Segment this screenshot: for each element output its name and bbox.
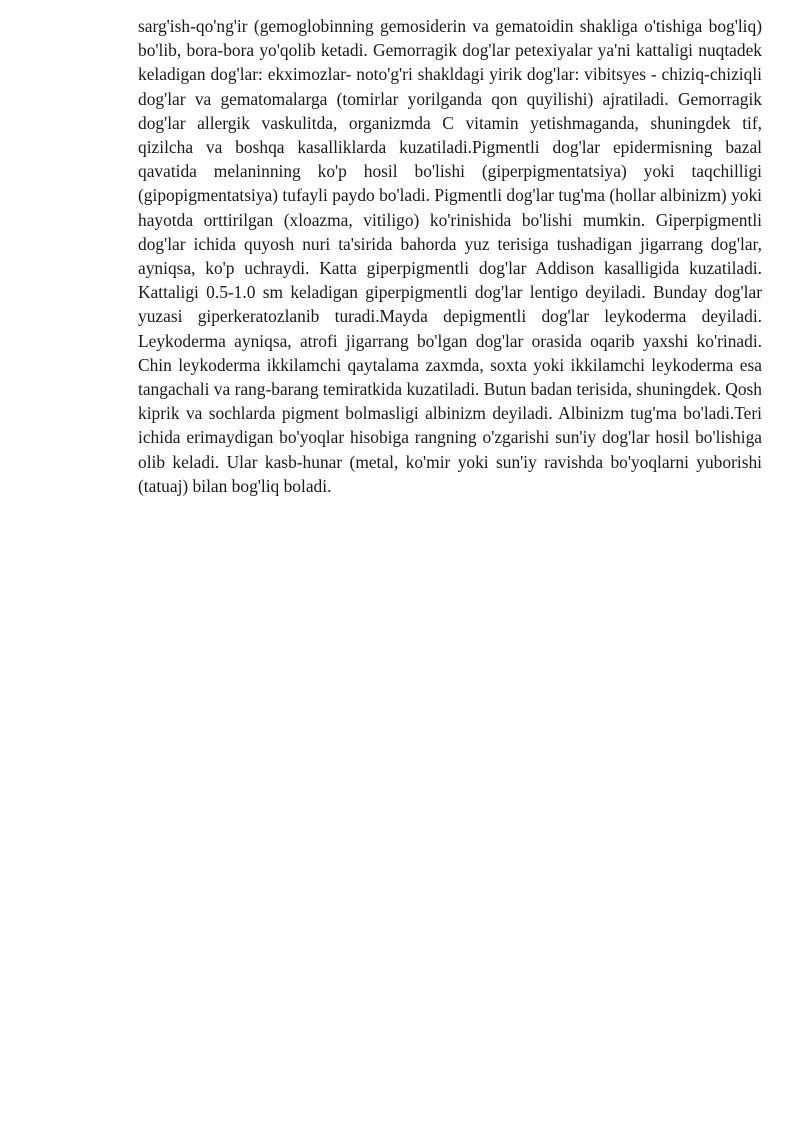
body-paragraph: sarg'ish-qo'ng'ir (gemoglobinning gemosiderin va gematoidin shakliga o'tishiga bog'liq) bo'lib, bora-bora yo'qolib ketadi. Gemorragik dog'lar petexiyalar ya'ni kattaligi nuqtadek keladigan dog'lar: ekximozlar- noto'g'ri shakldagi yirik dog'lar: vibitsyes - chiziq-chiziqli dog'lar va gematomalarga (tomirlar yorilganda qon quyilishi) ajratiladi. Gemorragik dog'lar allergik vaskulitda, organizmda C vitamin yetishmaganda, shuningdek tif, qizilcha va boshqa kasalliklarda kuzatiladi.Pigmentli dog'lar epidermisning bazal qavatida melaninning ko'p hosil bo'lishi (giperpigmentatsiya) yoki taqchilligi (gipopigmentatsiya) tufayli paydo bo'ladi. Pigmentli dog'lar tug'ma (hollar albinizm) yoki hayotda orttirilgan (xloazma, vitiligo) ko'rinishida bo'lishi mumkin. Giperpigmentli dog'lar ichida quyosh nuri ta'sirida bahorda yuz terisiga tushadigan jigarrang dog'lar, ayniqsa, ko'p uchraydi. Katta giperpigmentli dog'lar Addison kasalligida kuzatiladi. Kattaligi 0.5-1.0 sm keladigan giperpigmentli dog'lar lentigo deyiladi. Bunday dog'lar yuzasi giperkeratozlanib turadi.Mayda depigmentli dog'lar leykoderma deyiladi. Leykoderma ayniqsa, atrofi jigarrang bo'lgan dog'lar orasida oqarib yaxshi ko'rinadi. Chin leykoderma ikkilamchi qaytalama zaxmda, soxta yoki ikkilamchi leykoderma esa tangachali va rang-barang temiratkida kuzatiladi. Butun badan terisida, shuningdek. Qosh kiprik va sochlarda pigment bolmasligi albinizm deyiladi. Albinizm tug'ma bo'ladi.Teri ichida erimaydigan bo'yoqlar hisobiga rangning o'zgarishi sun'iy dog'lar hosil bo'lishiga olib keladi. Ular kasb-hunar (metal, ko'mir yoki sun'iy ravishda bo'yoqlarni yuborishi (tatuaj) bilan bog'liq boladi. <box>138 16 771 496</box>
